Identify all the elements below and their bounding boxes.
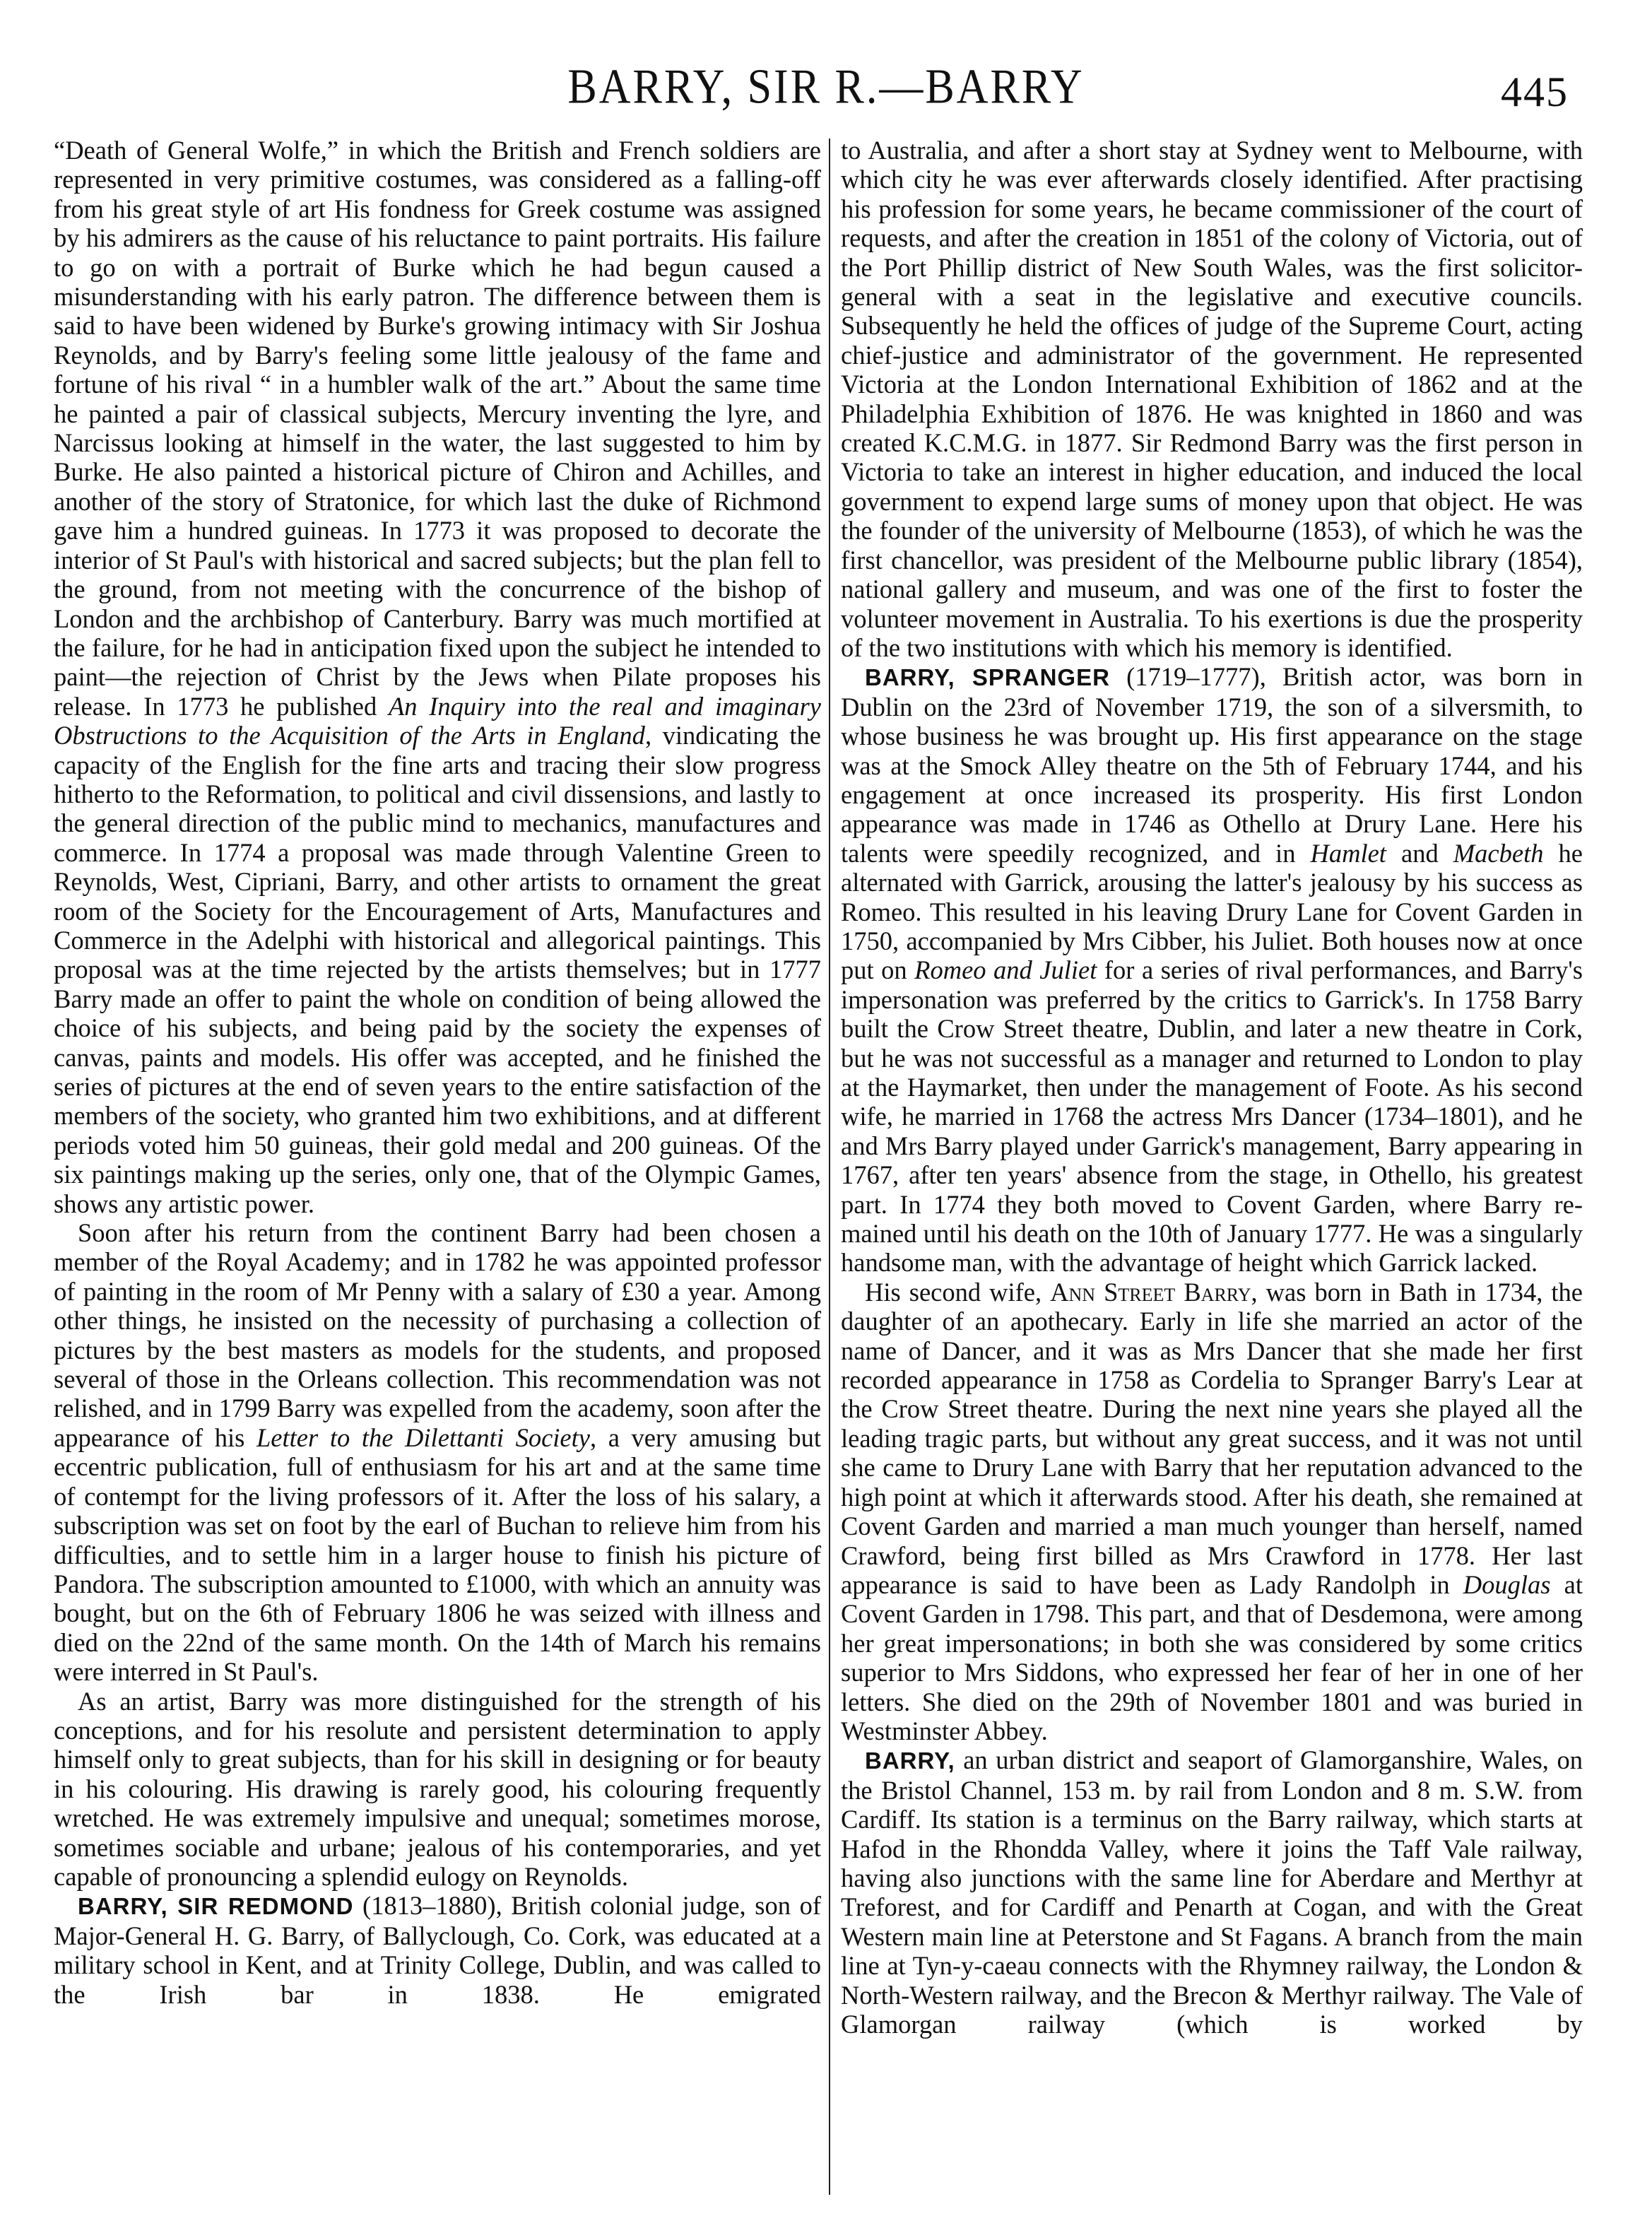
italic-title: Romeo and Juliet bbox=[914, 955, 1097, 985]
text-run: His second wife, bbox=[865, 1277, 1051, 1307]
italic-title: An Inquiry into the real and imaginary Obstructions to the Acquisition of the Arts in England bbox=[54, 691, 822, 750]
column-divider bbox=[829, 138, 830, 2195]
text-run: to Australia, and after a short stay at Sydney went to Melbourne, with which city he was ever afterwards closely identified. After practising his profession for some years, he became commissioner of the court of requests, and after the creation in 1851 of the colony of Victoria, out of the Port Phillip district of New South Wales, was the first solicitor-general with a seat in the legislative and executive councils. Subsequently he held the offices of judge of the Supreme Court, acting chief-justice and administrator of the government. He represented Victoria at the London International Exhibition of 1862 and at the Philadelphia Exhibition of 1876. He was knighted in 1860 and was created K.C.M.G. in 1877. Sir Redmond Barry was the first person in Victoria to take an interest in higher education, and induced the local government to expend large sums of money upon that object. He was the founder of the university of Melbourne (1853), of which he was the first chancellor, was president of the Melbourne public library (1854), national gallery and museum, and was one of the first to foster the volunteer movement in Australia. To his exertions is due the prosperity of the two institutions with which his memory is identified. bbox=[841, 136, 1583, 662]
text-run: for a series of rival performances, and Barry's impersonation was preferred by the critics to Garrick's. In 1758 Barry built the Crow Street theatre, Dublin, and later a new theatre in Cork, but he was not successful as a manager and returned to London to play at the Haymarket, then under the management of Foote. As his second wife, he married in 1768 the actress Mrs Dancer (1734–1801), and he and Mrs Barry played under Garrick's management, Barry appearing in 1767, after ten years' absence from the stage, in Othello, his greatest part. In 1774 they both moved to Covent Garden, where Barry remained until his death on the 10th of January 1777. He was a singularly handsome man, with the advantage of height which Garrick lacked. bbox=[841, 955, 1583, 1278]
text-run: (1719–1777), British actor, was born in Dublin on the 23rd of November 1719, the son of a silversmith, to whose business he was brought up. His first appearance on the stage was at the Smock Alley theatre on the 5th of February 1744, and his engagement at once increased its prosperity. His first London appearance was made in 1746 as Othello at Drury Lane. Here his talents were speedily recognized, and in bbox=[841, 662, 1583, 868]
entry-headword: BARRY, bbox=[865, 1747, 955, 1774]
page-number: 445 bbox=[1501, 69, 1569, 115]
italic-title: Douglas bbox=[1463, 1569, 1551, 1599]
right-column bbox=[841, 136, 1583, 2039]
paragraph bbox=[841, 662, 1583, 1278]
text-run: an urban district and seaport of Glamorganshire, Wales, on the Bristol Channel, 153 m. by rail from London and 8 m. S.W. from Cardiff. Its station is a terminus on the Barry railway, which starts at Hafod in the Rhondda Valley, where it joins the Taff Vale railway, having also junctions with the same line for Aberdare and Merthyr at Treforest, and for Cardiff and Penarth at Cogan, and with the Great Western main line at Peterstone and St Fagans. A branch from the main line at Tyn-y-caeau connects with the Rhymney railway, the London & North-Western railway, and the Brecon & Merthyr railway. The Vale of Glamorgan railway (which is worked by bbox=[841, 1745, 1583, 2039]
text-run: and bbox=[1386, 838, 1453, 868]
text-run: Soon after his return from the continent Barry had been chosen a member of the Royal Academy; and in 1782 he was appointed professor of painting in the room of Mr Penny with a salary of £30 a year. Among other things, he insisted on the necessity of purchasing a collection of pictures by the best masters as models for the students, and proposed several of those in the Orleans collection. This recommendation was not relished, and in 1799 Barry was expelled from the academy, soon after the appearance of his bbox=[54, 1218, 821, 1452]
paragraph bbox=[54, 1218, 821, 1687]
text-run: , was born in Bath in 1734, the daughter of an apothecary. Early in life she married an actor of the name of Dancer, and it was as Mrs Dancer that she made her first recorded appearance in 1758 as Cordelia to Spranger Barry's Lear at the Crow Street theatre. During the next nine years she played all the leading tragic parts, but without any great success, and it was not until she came to Drury Lane with Barry that her reputation advanced to the high point at which it afterwards stood. After his death, she remained at Covent Garden and married a man much younger than herself, named Crawford, being first billed as Mrs Crawford in 1778. Her last appearance is said to have been as Lady Randolph in bbox=[841, 1277, 1583, 1599]
italic-title: Hamlet bbox=[1310, 838, 1386, 868]
text-run: “Death of General Wolfe,” in which the British and French soldiers are represented in very primitive costumes, was considered as a falling-off from his great style of art His fondness for Greek costume was assigned by his admirers as the cause of his reluctance to paint portraits. His failure to go on with a portrait of Burke which he had begun caused a misunderstanding with his early patron. The difference between them is said to have been widened by Burke's growing intimacy with Sir Joshua Reynolds, and by Barry's feeling some little jealousy of the fame and fortune of his rival “ in a humbler walk of the art.” About the same time he painted a pair of classical subjects, Mercury inventing the lyre, and Narcissus looking at himself in the water, the last suggested to him by Burke. He also painted a historical picture of Chiron and Achilles, and another of the story of Stratonice, for which last the duke of Richmond gave him a hundred guineas. In 1773 it was proposed to decorate the interior of St Paul's with historical and sacred subjects; but the plan fell to the ground, from not meeting with the concurrence of the bishop of London and the archbishop of Canterbury. Barry was much mortified at the failure, for he had in anticipation fixed upon the subject he intended to paint—the rejection of Christ by the Jews when Pilate proposes his release. In 1773 he published bbox=[54, 136, 821, 721]
text-run: (1813–1880), British colonial judge, son of Major-General H. G. Barry, of Ballyclough, Co. Cork, was educated at a military school in Kent, and at Trinity College, Dublin, and was called to the Irish bar in 1838. He emigrated bbox=[54, 1891, 821, 2009]
left-column bbox=[54, 136, 821, 2009]
entry-headword: BARRY, SIR REDMOND bbox=[78, 1893, 354, 1920]
text-run: at Covent Garden in 1798. This part, and that of Desdemona, were among her great impersonations; in both she was considered by some critics superior to Mrs Siddons, who expressed her fear of her in one of her letters. She died on the 29th of November 1801 and was buried in Westminster Abbey. bbox=[841, 1569, 1583, 1745]
italic-title: Macbeth bbox=[1453, 838, 1544, 868]
small-caps-name: Ann Street Barry bbox=[1050, 1277, 1251, 1307]
running-head-title: BARRY, SIR R.—BARRY bbox=[567, 59, 1085, 114]
entry-headword: BARRY, SPRANGER bbox=[865, 664, 1110, 691]
text-run: , vindicating the capacity of the English for the fine arts and tracing their slow progress hitherto to the Reformation, to political and civil dissensions, and lastly to the general direction of the public mind to mechanics, manufactures and commerce. In 1774 a proposal was made through Valentine Green to Reynolds, West, Cipriani, Barry, and other artists to ornament the great room of the Society for the Encouragement of Arts, Manufactures and Commerce in the Adelphi with historical and allegorical paintings. This proposal was at the time rejected by the artists themselves; but in 1777 Barry made an offer to paint the whole on condition of being allowed the choice of his subjects, and being paid by the society the expenses of canvas, paints and models. His offer was accepted, and he finished the series of pictures at the end of seven years to the entire satisfaction of the members of the society, who granted him two exhibitions, and at different periods voted him 50 guineas, their gold medal and 200 guineas. Of the six paintings making up the series, only one, that of the Olympic Games, shows any artistic power. bbox=[54, 721, 821, 1218]
text-run: As an artist, Barry was more distinguished for the strength of his conceptions, and for his resolute and persistent determination to apply himself only to great subjects, than for his skill in designing or for beauty in his colouring. His drawing is rarely good, his colouring frequently wretched. He was extremely impulsive and unequal; sometimes morose, sometimes sociable and urbane; jealous of his contemporaries, and yet capable of pronouncing a splendid eulogy on Reynolds. bbox=[54, 1686, 821, 1891]
italic-title: Letter to the Dilettanti Society bbox=[256, 1422, 590, 1452]
text-run: he alternated with Garrick, arousing the latter's jealousy by his success as Romeo. This resulted in his leaving Drury Lane for Covent Garden in 1750, accompanied by Mrs Cibber, his Juliet. Both houses now at once put on bbox=[841, 838, 1583, 985]
paragraph bbox=[54, 1891, 821, 2009]
paragraph bbox=[54, 136, 821, 1218]
paragraph bbox=[841, 1278, 1583, 1746]
paragraph bbox=[54, 1687, 821, 1892]
paragraph bbox=[841, 1745, 1583, 2039]
paragraph bbox=[841, 136, 1583, 662]
text-run: , a very amusing but eccentric publication, full of enthusiasm for his art and at the same time of contempt for the living professors of it. After the loss of his salary, a subscription was set on foot by the earl of Buchan to relieve him from his difficulties, and to settle him in a larger house to finish his picture of Pandora. The subscription amounted to £1000, with which an annuity was bought, but on the 6th of February 1806 he was seized with illness and died on the 22nd of the same month. On the 14th of March his remains were interred in St Paul's. bbox=[54, 1422, 821, 1687]
